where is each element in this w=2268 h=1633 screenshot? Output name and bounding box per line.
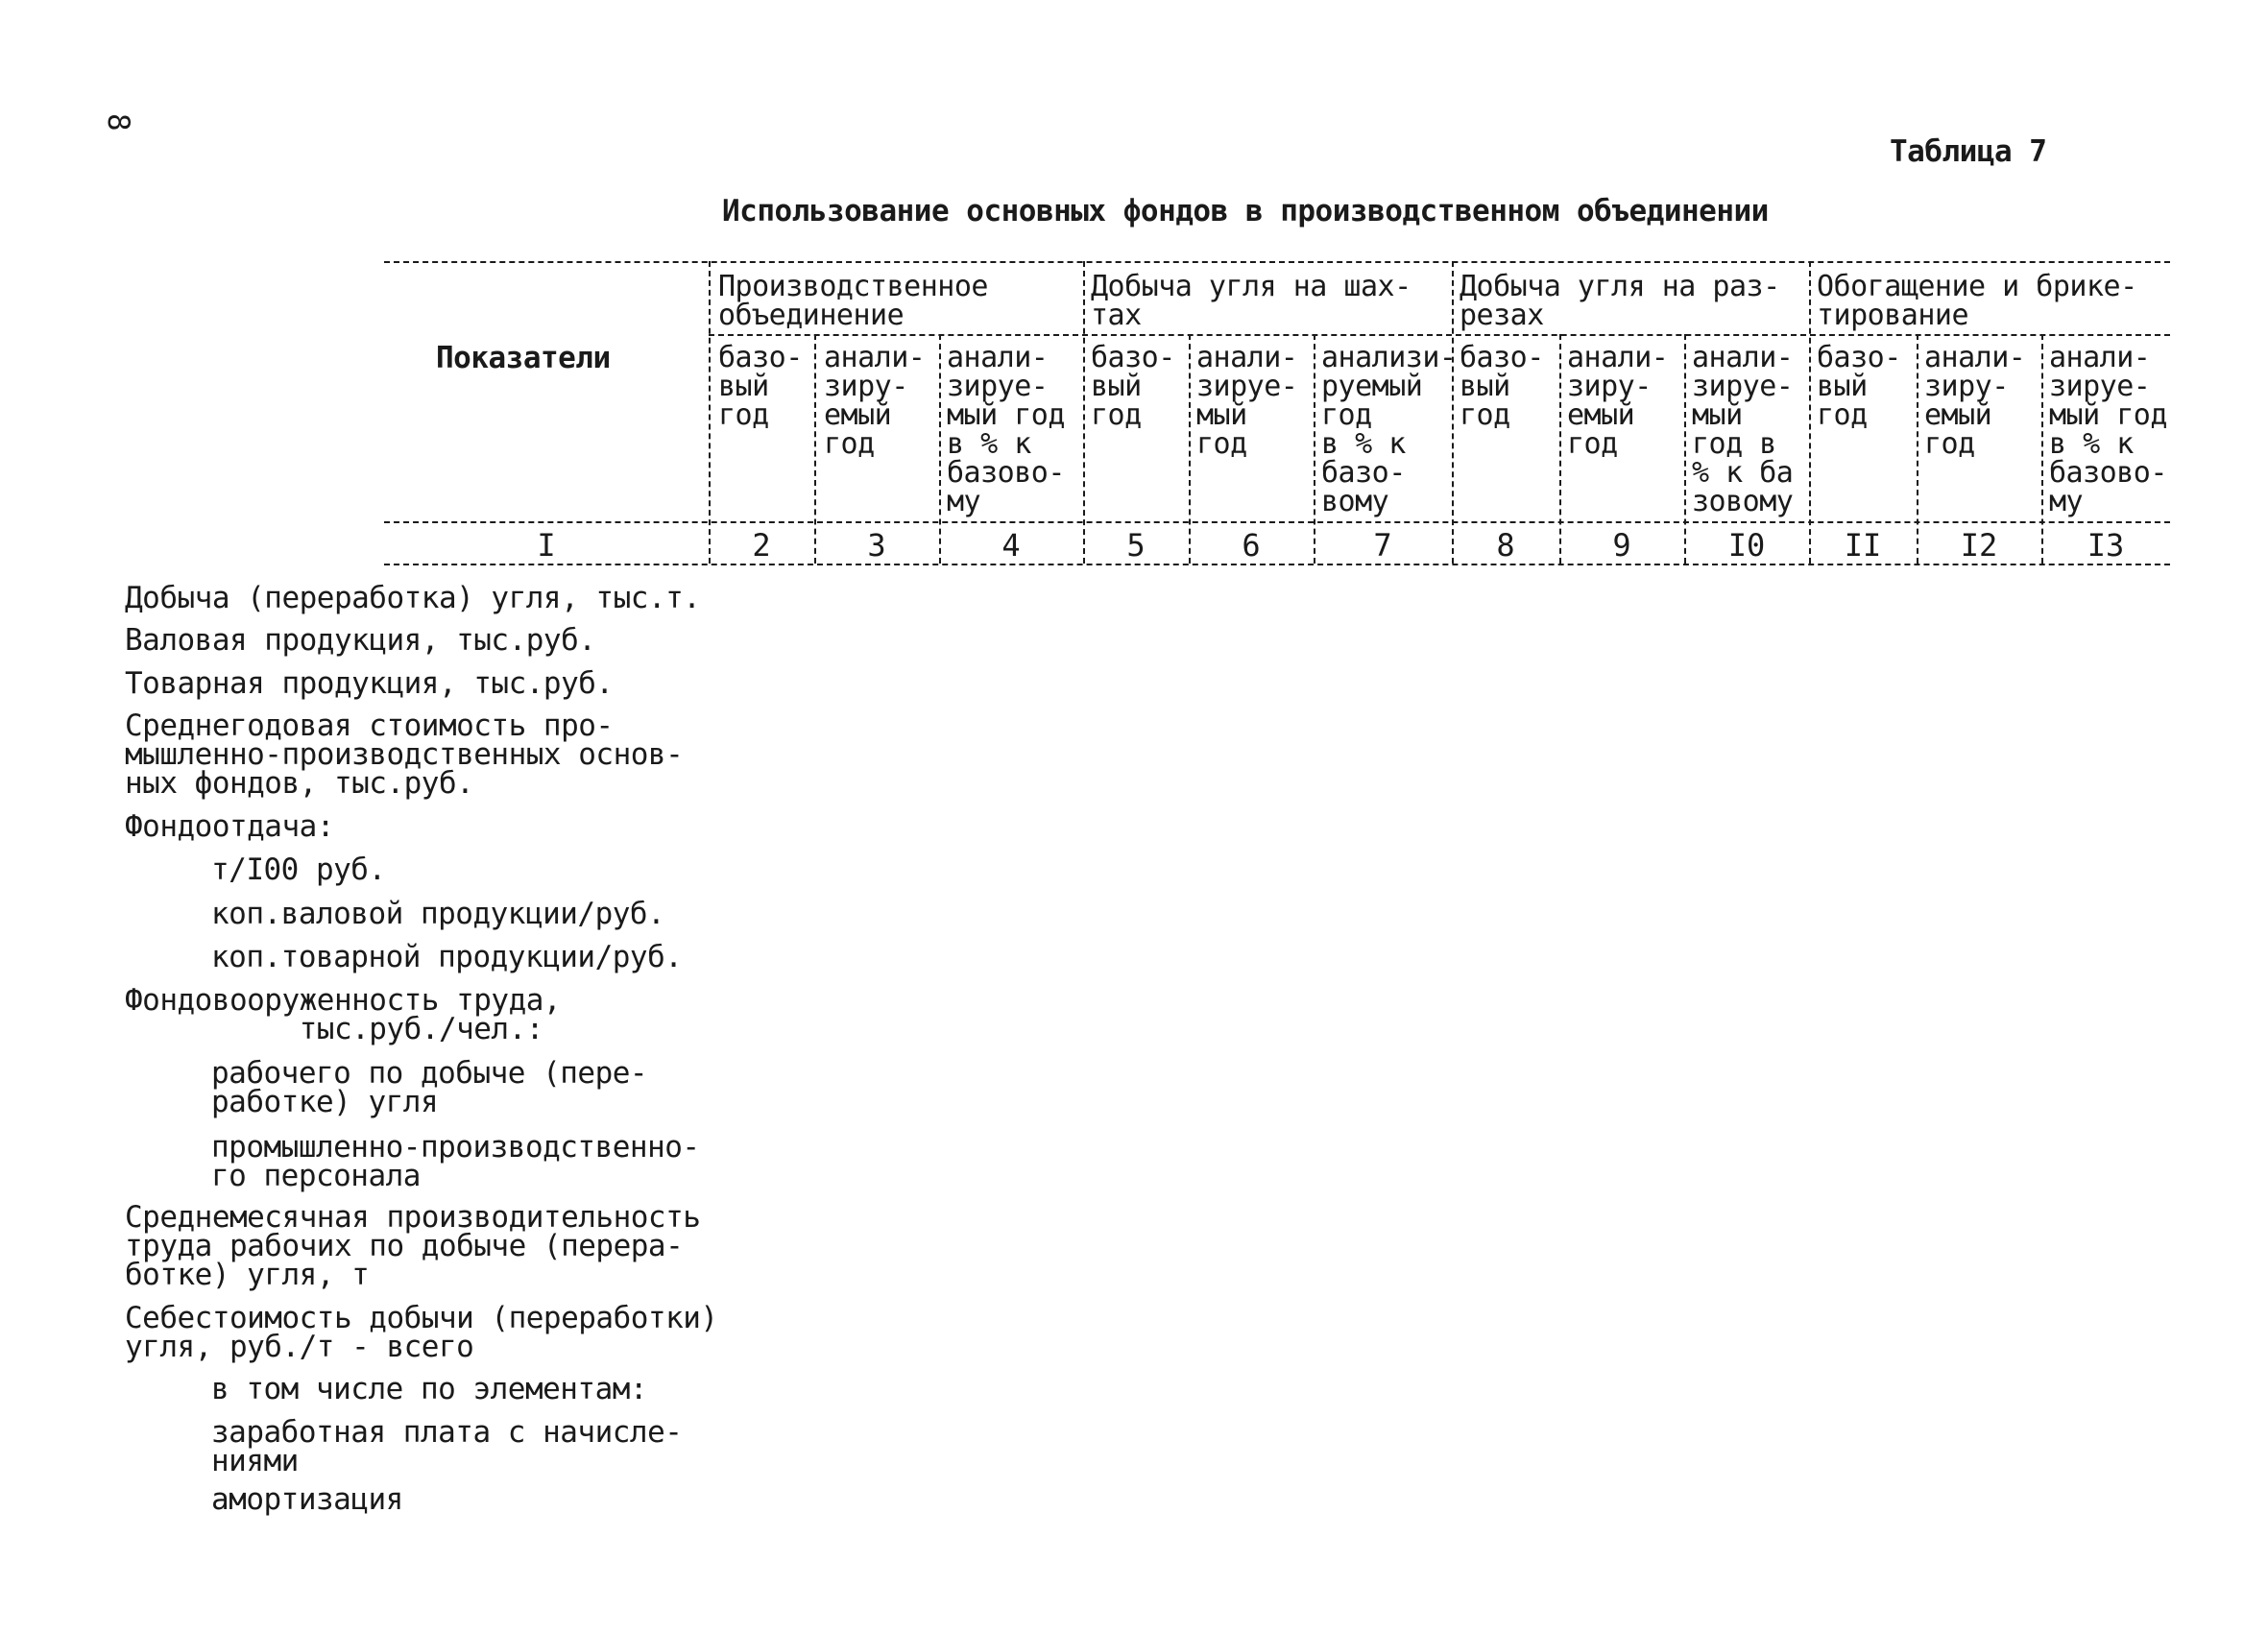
row-label: Среднемесячная производительность труда рабочих по добыче (перера- ботке) угля, т (125, 1200, 701, 1292)
rule-colnum-top (384, 521, 2170, 523)
subheader: анали- зируе- мый год (1196, 341, 1298, 461)
row-label: Фондоотдача: (125, 809, 334, 844)
column-number: 7 (1373, 527, 1392, 564)
subheader: анализи- руемый год в % к базо- вому (1321, 341, 1457, 518)
row-label: т/I00 руб. (211, 853, 386, 887)
row-label: коп.валовой продукции/руб. (211, 897, 665, 931)
row-label: амортизация (211, 1482, 403, 1517)
group-header: Добыча угля на раз- резах (1460, 270, 1780, 332)
column-number: 8 (1496, 527, 1515, 564)
subheader: анали- зируе- мый год в % к базово- му (947, 341, 1065, 518)
column-number: 4 (1001, 527, 1021, 564)
group-header: Добыча угля на шах- тах (1091, 270, 1411, 332)
subheader: базо- вый год (718, 341, 803, 432)
column-number: I3 (2087, 527, 2125, 564)
rule-top (384, 261, 2170, 263)
subheader: базо- вый год (1817, 341, 1901, 432)
row-label: коп.товарной продукции/руб. (211, 940, 683, 974)
group-header: Обогащение и брике- тирование (1817, 270, 2137, 332)
col-sep (709, 261, 711, 564)
group-header: Производственное объединение (718, 270, 988, 332)
subheader: анали- зиру- емый год (1924, 341, 2026, 461)
row-label: рабочего по добыче (пере- работке) угля (211, 1056, 648, 1119)
row-label: в том числе по элементам: (211, 1372, 648, 1406)
column-number: 5 (1126, 527, 1146, 564)
rule-colnum-bottom (384, 564, 2170, 565)
rule-group (709, 334, 2170, 336)
table-title: Использование основных фондов в производственном объединении (722, 194, 1769, 228)
row-label: Добыча (переработка) угля, тыс.т. (125, 581, 701, 615)
subheader: базо- вый год (1091, 341, 1175, 432)
row-label: Товарная продукция, тыс.руб. (125, 666, 614, 701)
column-number: I0 (1727, 527, 1766, 564)
subheader: анали- зируе- мый год в % к ба зовому (1692, 341, 1794, 518)
page-number: 8 (101, 113, 135, 132)
row-label: Валовая продукция, тыс.руб. (125, 623, 596, 658)
column-number: I (537, 527, 556, 564)
row-label: Себестоимость добычи (переработки) угля, руб./т - всего (125, 1301, 718, 1364)
row-label: Фондовооруженность труда, тыс.руб./чел.: (125, 983, 562, 1046)
row-label: заработная плата с начисле- ниями (211, 1415, 683, 1478)
col-sep (1083, 261, 1085, 564)
subheader: анали- зируе- мый год в % к базово- му (2049, 341, 2167, 518)
row-label: промышленно-производственно- го персонала (211, 1130, 700, 1193)
column-number: 3 (867, 527, 886, 564)
column-number: 9 (1612, 527, 1631, 564)
subheader: анали- зиру- емый год (1567, 341, 1669, 461)
row-label: Среднегодовая стоимость про- мышленно-производственных основ- ных фондов, тыс.руб. (125, 708, 684, 801)
table-label: Таблица 7 (1890, 134, 2047, 169)
col-sep (1809, 261, 1811, 564)
subheader: базо- вый год (1460, 341, 1544, 432)
indicator-header: Показатели (436, 341, 611, 375)
subheader: анали- зиру- емый год (824, 341, 926, 461)
column-number: II (1844, 527, 1882, 564)
column-number: I2 (1960, 527, 1998, 564)
column-number: 6 (1242, 527, 1261, 564)
column-number: 2 (752, 527, 771, 564)
